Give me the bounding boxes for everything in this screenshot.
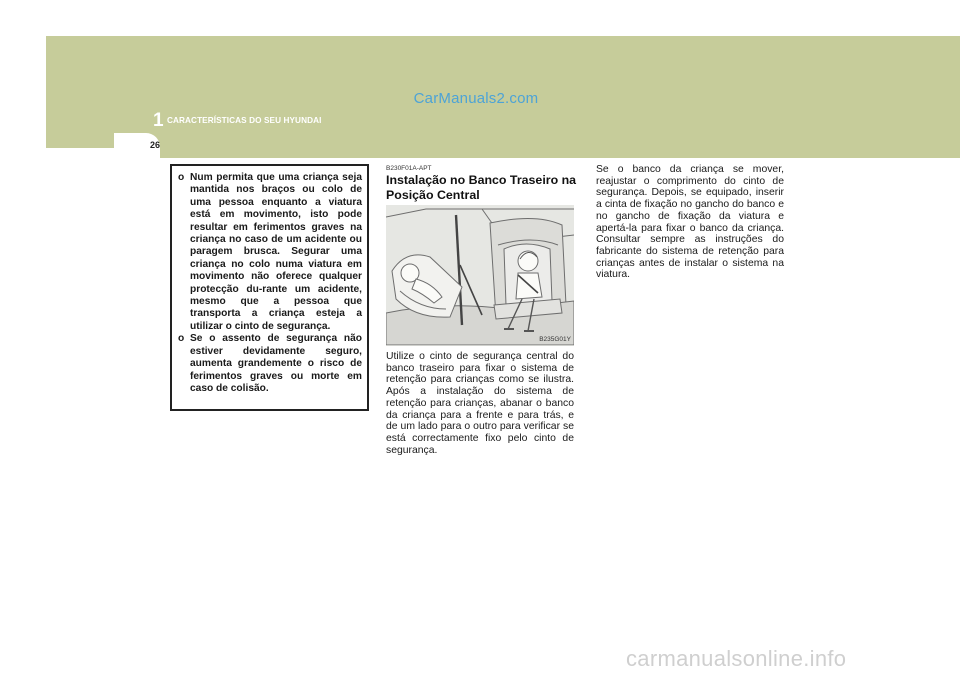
child-seat-drawing — [386, 205, 574, 345]
bullet-marker: o — [178, 333, 185, 345]
figure-code: B235G01Y — [539, 336, 571, 343]
child-seat-illustration — [386, 205, 574, 346]
bullet-marker: o — [178, 172, 185, 183]
chapter-title: CARACTERÍSTICAS DO SEU HYUNDAI — [167, 116, 322, 125]
section-title: Instalação no Banco Traseiro na Posição Central — [386, 173, 577, 202]
footer-watermark[interactable]: carmanualsonline.info — [626, 646, 847, 671]
warning-item — [178, 172, 362, 333]
page-number: 26 — [150, 140, 161, 150]
warning-text: Se o assento de segurança não estiver devidamente seguro, aumenta grandemente o risco de ferimentos graves ou morte em caso de colisão. — [190, 333, 362, 394]
installation-paragraph: Utilize o cinto de segurança central do banco traseiro para fixar o sistema de retenção para crianças como se ilustra. Após a instalação do sistema de retenção para crianças, abanar o banco da criança para a frente e para trás, e de um lado para o outro para verificar se está correctamente fixo pelo cinto de segurança. — [386, 351, 574, 456]
adjustment-paragraph: Se o banco da criança se mover, reajustar o comprimento do cinto de segurança. Depois, se equipado, inserir a cinta de fixação no gancho do banco e no gancho de fixação da viatura e apertá-la para fixar o banco da criança. Consultar sempre as instruções do fabricante do sistema de retenção para crianças antes de instalar o sistema na viatura. — [596, 164, 784, 281]
page-number-tab — [130, 133, 960, 158]
site-watermark[interactable]: CarManuals2.com — [413, 90, 539, 107]
warning-box — [170, 164, 369, 411]
chapter-number: 1 — [153, 110, 164, 131]
warning-text: Num permita que uma criança seja mantida nos braços ou colo de uma pessoa enquanto a viatura está em movimento, isto pode resultar em ferimentos graves na criança no caso de um acidente ou paragem brusca. Segurar uma criança no colo numa viatura em movimento não oferece qualquer protecção du-rante um acidente, mesmo que a pessoa que transporta a criança esteja a utilizar o cinto de segurança. — [190, 172, 362, 332]
warning-item — [178, 333, 362, 395]
section-code: B230F01A-APT — [386, 165, 432, 172]
